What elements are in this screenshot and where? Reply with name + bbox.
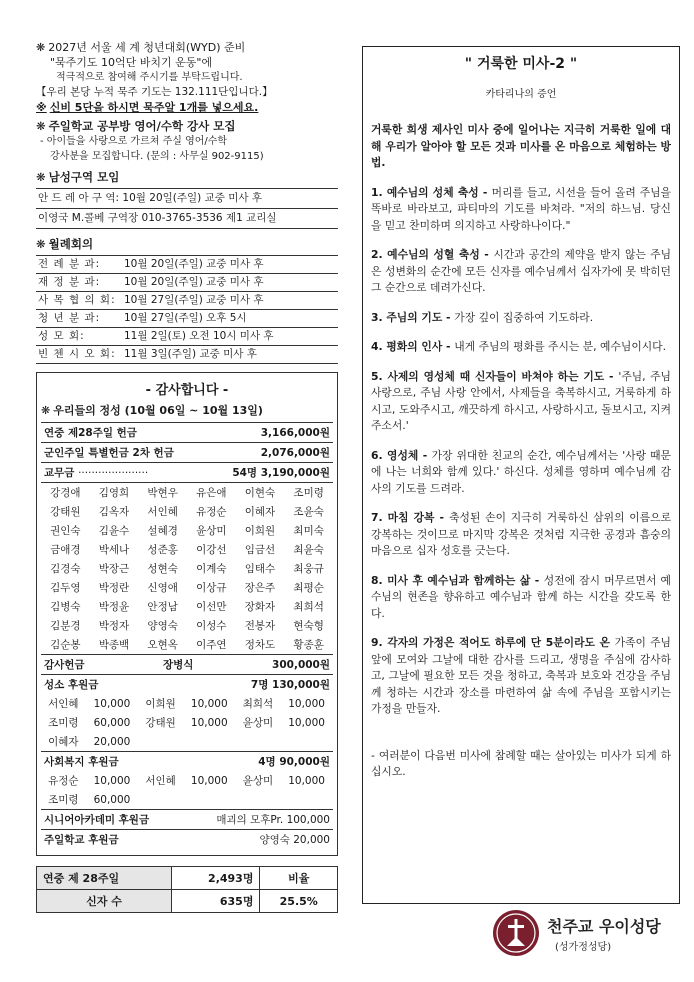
monthly-title: 월례회의 [48, 237, 94, 251]
table-row [41, 635, 333, 654]
table-cell: 10,000 [288, 774, 325, 787]
table-cell: 최웅규 [293, 563, 324, 575]
table-cell: 강태원 [145, 717, 176, 729]
table-row [36, 292, 338, 310]
stats-ratio-label: 비율 [260, 867, 338, 890]
table-cell: 박정윤 [98, 601, 130, 613]
table-cell [138, 732, 183, 751]
senior-table [41, 809, 333, 849]
table-cell: 설혜경 [147, 525, 178, 537]
mass-item [363, 369, 679, 435]
table-cell: 박정자 [98, 620, 130, 632]
mass-item-lead: 2. 예수님의 성혈 축성 - [371, 248, 494, 261]
offering-table [41, 422, 333, 482]
table-cell: 이선만 [196, 601, 227, 613]
table-row [37, 867, 338, 890]
sunday-detail: 양영숙 20,000 [182, 830, 333, 850]
table-cell: 박현우 [147, 487, 178, 499]
table-cell: 최희석 [293, 601, 324, 613]
table-row [41, 559, 333, 578]
meeting-name: 성 모 회: [36, 328, 122, 346]
dues-dots: ····················· [78, 467, 149, 479]
male-row2: 이영국 M.콜베 구역장 010-3765-3536 제1 교리실 [36, 209, 338, 229]
monthly-table [36, 255, 338, 364]
offering-label: 군인주일 특별헌금 2차 헌금 [41, 443, 207, 463]
mass-item-lead: 1. 예수님의 성체 축성 - [371, 185, 492, 199]
table-cell: 조미령 [48, 794, 79, 806]
table-cell: 서인혜 [145, 775, 176, 787]
gratitude-amount: 300,000원 [196, 655, 333, 675]
table-row [41, 790, 333, 809]
mass-item [363, 247, 679, 297]
table-cell: 60,000 [93, 716, 131, 729]
stats-week-value: 2,493명 [171, 867, 259, 890]
mass-item-lead: 5. 사제의 영성체 때 신자들이 바쳐야 하는 기도 - [371, 369, 619, 383]
mass-item-text: 가장 위대한 친교의 순간, 예수님께서는 '사랑 때문에 나는 너희와 함께 있다.' 하신다. 성체를 영하며 예수님께 감사의 기도를 드려라. [371, 448, 671, 495]
table-cell: 10,000 [190, 774, 228, 787]
sunday-label: 주일학교 후원금 [41, 830, 182, 850]
table-cell: 오현옥 [147, 639, 178, 651]
table-cell: 황종훈 [293, 639, 324, 651]
table-cell: 10,000 [93, 697, 131, 710]
wyd-title: 2027년 서울 세 계 청년대회(WYD) 준비 [48, 41, 246, 54]
gratitude-label: 감사헌금 [41, 655, 138, 675]
table-cell: 유정순 [196, 506, 227, 518]
thanks-title: - 감사합니다 - [145, 383, 229, 398]
table-row [41, 655, 333, 675]
table-row [41, 597, 333, 616]
welfare-rows-table [41, 771, 333, 809]
bullet-mark: ❋ [41, 404, 51, 417]
table-row [41, 694, 333, 713]
thanks-box [36, 372, 338, 856]
table-cell: 20,000 [93, 735, 131, 748]
altar-rows-table [41, 694, 333, 751]
male-title: 남성구역 모임 [48, 170, 120, 184]
table-cell: 이현숙 [244, 487, 276, 499]
meeting-time: 11월 2일(토) 오전 10시 미사 후 [122, 328, 338, 346]
table-cell: 서인혜 [48, 698, 79, 710]
mass-item-text: 축성된 손이 지극히 거룩하신 삼위의 이름으로 강복하는 것이므로 마지막 강복은 것처럼 지극한 공경과 흠숭의 마음으로 십자 성호를 긋는다. [371, 511, 671, 557]
school-line2: 강사분을 모집합니다. (문의 : 사무실 902-9115) [50, 151, 264, 162]
welfare-total: 4명 90,000원 [190, 752, 333, 772]
bullet-mark: ❋ [36, 170, 46, 184]
table-row [41, 502, 333, 521]
parish-subname: (성가정성당) [555, 942, 612, 953]
table-cell: 10,000 [288, 697, 325, 710]
meeting-time: 11월 3일(주일) 교중 미사 후 [122, 346, 338, 364]
mass-item-text: 가장 깊이 집중하여 기도하라. [454, 310, 594, 324]
school-title: 주일학교 공부방 영어/수학 강사 모집 [48, 119, 236, 133]
male-district-section [36, 170, 338, 229]
table-cell: 안정남 [147, 601, 178, 613]
mass-item-lead: 7. 마침 강복 - [371, 511, 450, 524]
table-row [36, 328, 338, 346]
wyd-announcement [36, 40, 338, 115]
stats-ratio-value: 25.5% [260, 890, 338, 913]
table-cell: 이계숙 [196, 563, 227, 575]
bullet-mark: ❋ [36, 237, 46, 251]
table-cell: 김경숙 [50, 563, 81, 575]
shoes-note: 신비 5단을 하시면 묵주알 1개를 넣으세요. [49, 101, 259, 114]
table-cell: 10,000 [288, 716, 325, 729]
mass-item [363, 448, 679, 498]
meeting-time: 10월 27일(주일) 오후 5시 [122, 310, 338, 328]
mass-item-lead: 8. 미사 후 예수님과 함께하는 삶 - [371, 573, 544, 587]
offering-amount: 3,166,000원 [207, 423, 333, 443]
table-cell: 임금선 [244, 544, 276, 556]
offering-amount: 2,076,000원 [207, 443, 333, 463]
meeting-name: 재 정 분 과: [36, 274, 122, 292]
stats-table [36, 866, 338, 913]
mass-item-text: 시간과 공간의 제약을 받지 않는 주님은 성변화의 순간에 모든 신자를 예수님께서 십자가에 못 박히던 그 순간으로 데려가신다. [371, 248, 671, 294]
bullet-mark: ❋ [36, 119, 46, 133]
table-cell: 이성수 [196, 620, 227, 632]
table-row [41, 675, 333, 695]
meeting-time: 10월 20일(주일) 교중 미사 후 [122, 274, 338, 292]
table-cell [183, 732, 236, 751]
meeting-name: 빈 첸 시 오 회: [36, 346, 122, 364]
wyd-request: 적극적으로 참여해 주시기를 부탁드립니다. [56, 72, 243, 83]
table-cell: 10,000 [93, 774, 131, 787]
table-cell: 김병숙 [50, 601, 81, 613]
dues-label: 교무금 [44, 467, 75, 479]
mass-title: " 거룩한 미사-2 " [464, 56, 578, 72]
table-cell: 금애경 [50, 544, 81, 556]
table-cell: 임태수 [244, 563, 276, 575]
dues-amount: 54명 3,190,000원 [207, 463, 333, 483]
table-cell: 강경애 [50, 487, 81, 499]
table-cell [236, 790, 281, 809]
table-row [41, 752, 333, 772]
gratitude-name: 장병식 [138, 655, 196, 675]
table-row [41, 578, 333, 597]
mass-item [363, 635, 679, 718]
table-row [36, 274, 338, 292]
table-cell: 양영숙 [147, 620, 178, 632]
meeting-name: 전 례 분 과: [36, 256, 122, 274]
senior-label: 시니어아카데미 후원금 [41, 810, 182, 830]
left-column [36, 40, 338, 913]
table-cell: 이희원 [145, 698, 176, 710]
mass-item [363, 573, 679, 623]
table-cell: 정차도 [244, 639, 276, 651]
table-cell: 최희석 [242, 698, 274, 710]
altar-label: 성소 후원금 [41, 675, 138, 695]
table-row [36, 310, 338, 328]
table-cell: 이혜자 [244, 506, 276, 518]
table-row [41, 810, 333, 830]
table-row [36, 256, 338, 274]
wyd-total: 【우리 본당 누적 묵주 기도는 132.111단입니다.】 [36, 86, 273, 98]
table-cell: 김분경 [50, 620, 81, 632]
monthly-section [36, 237, 338, 364]
table-cell: 60,000 [93, 793, 131, 806]
table-cell: 현숙형 [293, 620, 324, 632]
stats-week-label: 연중 제 28주일 [37, 867, 172, 890]
table-row [41, 463, 333, 483]
table-cell: 강태원 [50, 506, 81, 518]
table-cell: 김두영 [50, 582, 81, 594]
meeting-time: 10월 27일(주일) 교중 미사 후 [122, 292, 338, 310]
table-cell: 최윤숙 [293, 544, 324, 556]
senior-detail: 매괴의 모후Pr. 100,000 [182, 810, 333, 830]
table-cell: 10,000 [190, 716, 228, 729]
table-cell: 조윤숙 [293, 506, 324, 518]
table-row [41, 830, 333, 850]
table-cell: 장화자 [244, 601, 276, 613]
mass-item-text: 성전에 잠시 머무르면서 예수님의 현존을 향유하고 예수님과 함께 하는 시간을 갖도록 한다. [371, 573, 671, 620]
male-table [36, 188, 338, 229]
mass-item [363, 510, 679, 560]
table-row [41, 713, 333, 732]
table-cell: 김순봉 [50, 639, 81, 651]
mass-closing: - 여러분이 다음번 미사에 참례할 때는 살아있는 미사가 되게 하십시오. [371, 748, 671, 778]
note-mark: ※ [36, 101, 47, 114]
offering-label: 연중 제28주일 헌금 [41, 423, 207, 443]
table-cell: 김윤수 [98, 525, 130, 537]
mass-item-text: 머리를 들고, 시선을 들어 올려 주님을 똑바로 바라보고, 파티마의 기도를 바쳐라. "저의 하느님. 당신을 믿고 찬미하며 의지하고 사랑하나이다." [371, 185, 671, 232]
table-cell: 성준홍 [147, 544, 178, 556]
table-cell [138, 790, 183, 809]
table-row [41, 423, 333, 443]
parish-name: 천주교 우이성당 [547, 917, 661, 936]
table-row [41, 521, 333, 540]
table-cell: 박세나 [98, 544, 130, 556]
table-cell: 박종백 [98, 639, 130, 651]
mass-item [363, 310, 679, 327]
table-cell: 유정순 [48, 775, 79, 787]
table-cell: 윤상미 [242, 775, 274, 787]
meeting-name: 사 목 협 의 회: [36, 292, 122, 310]
mass-item-lead: 9. 각자의 가정은 적어도 하루에 단 5분이라도 온 [371, 636, 615, 649]
table-cell: 신영애 [147, 582, 178, 594]
table-cell: 최미숙 [293, 525, 324, 537]
table-cell: 윤상미 [242, 717, 274, 729]
mass-item-lead: 4. 평화의 인사 - [371, 340, 455, 353]
welfare-label: 사회복지 후원금 [41, 752, 190, 772]
mass-item [363, 185, 679, 235]
table-cell: 조미령 [48, 717, 79, 729]
table-cell: 윤상미 [196, 525, 227, 537]
meeting-name: 청 년 분 과: [36, 310, 122, 328]
table-cell: 유은애 [196, 487, 227, 499]
table-cell: 성현숙 [147, 563, 178, 575]
table-row [41, 483, 333, 503]
welfare-table [41, 751, 333, 771]
mass-article [362, 46, 680, 904]
school-announcement [36, 119, 338, 164]
table-cell: 서인혜 [147, 506, 178, 518]
mass-subtitle: 카타리나의 증언 [485, 89, 557, 100]
table-cell: 10,000 [190, 697, 228, 710]
table-cell: 박장근 [98, 563, 130, 575]
mass-items [363, 185, 679, 718]
table-cell: 권인숙 [50, 525, 81, 537]
gratitude-table [41, 654, 333, 694]
table-row [41, 540, 333, 559]
table-cell: 이강선 [196, 544, 227, 556]
table-cell: 이혜자 [48, 736, 79, 748]
table-cell: 전봉자 [244, 620, 276, 632]
meeting-time: 10월 20일(주일) 교중 미사 후 [122, 256, 338, 274]
mass-item-lead: 6. 영성체 - [371, 448, 432, 462]
dues-names-table [41, 482, 333, 654]
male-row1: 안 드 레 아 구 역: 10월 20일(주일) 교중 미사 후 [36, 189, 338, 209]
bullet-mark: ❋ [36, 41, 46, 54]
table-row [41, 616, 333, 635]
mass-item-text: '주님, 주님 사랑으로, 주님 사랑 안에서, 사제들을 축복하시고, 거룩하게 하시고, 도와주시고, 깨끗하게 하시고, 사랑하시고, 돌보시고, 지켜주소서.' [371, 369, 671, 432]
table-cell: 장은주 [244, 582, 276, 594]
table-row [41, 771, 333, 790]
table-cell [236, 732, 281, 751]
school-line1: - 아이들을 사랑으로 가르쳐 주실 영어/수학 [40, 136, 228, 147]
wyd-campaign: "묵주기도 10억단 바치기 운동"에 [50, 56, 213, 69]
table-cell [183, 790, 236, 809]
mass-item-text: 내게 주님의 평화를 주시는 분, 예수님이시다. [454, 340, 667, 353]
table-row [36, 346, 338, 364]
table-cell: 이희원 [244, 525, 276, 537]
table-cell: 이상규 [196, 582, 227, 594]
thanks-period: 우리들의 정성 (10월 06일 ~ 10월 13일) [53, 404, 263, 417]
table-cell: 이주연 [196, 639, 227, 651]
table-cell: 박정란 [98, 582, 130, 594]
table-row [37, 890, 338, 913]
parish-logo [493, 910, 683, 960]
table-cell [280, 732, 333, 751]
table-cell: 조미령 [293, 487, 324, 499]
table-cell: 최평순 [293, 582, 324, 594]
stats-count-label: 신자 수 [37, 890, 172, 913]
table-row [41, 443, 333, 463]
table-cell: 김옥자 [98, 506, 130, 518]
mass-item [363, 339, 679, 356]
parish-seal-icon [493, 910, 539, 956]
table-cell: 김영희 [98, 487, 130, 499]
altar-total: 7명 130,000원 [196, 675, 333, 695]
table-row [41, 732, 333, 751]
mass-intro: 거룩한 희생 제사인 미사 중에 일어나는 지극히 거룩한 일에 대해 우리가 알아야 할 모든 것과 미사를 온 마음으로 체험하는 방법. [371, 123, 671, 169]
mass-item-lead: 3. 주님의 기도 - [371, 310, 455, 324]
stats-count-value: 635명 [171, 890, 259, 913]
table-cell [280, 790, 333, 809]
mass-item-text: 가족이 주님 앞에 모여와 그날에 대한 감사를 드리고, 생명을 주심에 감사하고, 그날에 필요한 모든 것을 청하고, 축복과 보호와 건강을 주님께 청하는 시간과 장소를 마련하여 삶 속에 주님을 포함시키는 가정을 만들자. [371, 636, 671, 715]
